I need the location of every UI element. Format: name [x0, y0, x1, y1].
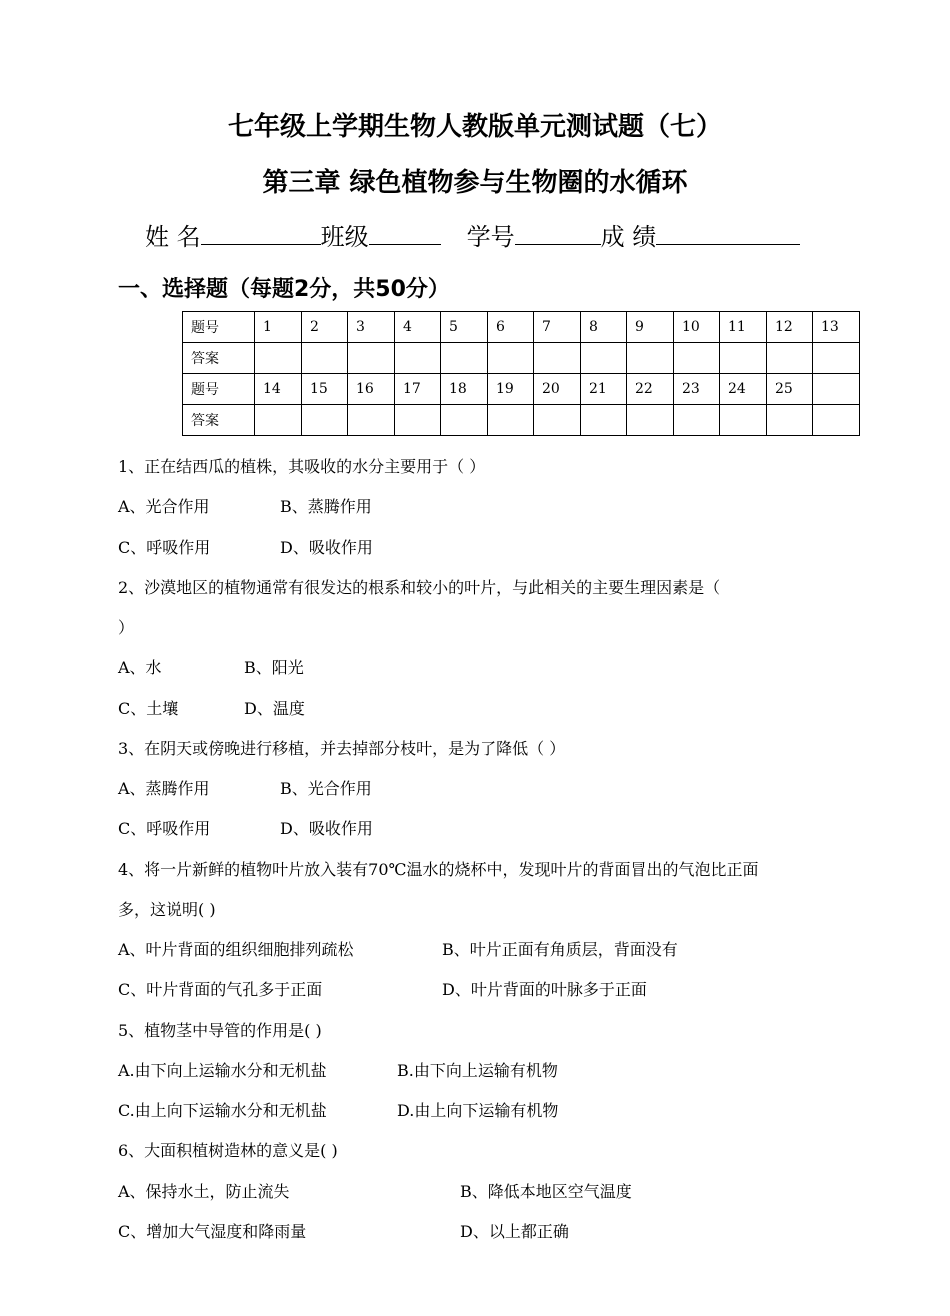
- row-label: 题号: [183, 312, 255, 343]
- question-1-option-a: A、光合作用: [118, 497, 210, 516]
- question-number-cell: 24: [720, 374, 767, 405]
- question-3-option-a: A、蒸腾作用: [118, 779, 210, 798]
- question-number-cell: 1: [255, 312, 302, 343]
- question-2-option-a: A、水: [118, 658, 162, 677]
- class-blank[interactable]: [369, 222, 441, 245]
- question-1-stem: 1、正在结西瓜的植株，其吸收的水分主要用于（ ）: [118, 457, 486, 476]
- answer-table-row-numbers-1: [183, 312, 860, 343]
- question-1-option-c: C、呼吸作用: [118, 538, 211, 557]
- question-number-cell: 21: [581, 374, 627, 405]
- question-4-option-b: B、叶片正面有角质层，背面没有: [442, 940, 678, 959]
- answer-cell[interactable]: [720, 343, 767, 374]
- answer-cell[interactable]: [674, 343, 720, 374]
- question-2-option-b: B、阳光: [244, 658, 304, 677]
- section-heading: 一、选择题（每题2分，共50分）: [118, 277, 450, 302]
- answer-table-row-answers-1: [183, 343, 860, 374]
- name-blank[interactable]: [201, 222, 321, 245]
- answer-cell[interactable]: [720, 405, 767, 436]
- question-number-cell: 16: [348, 374, 395, 405]
- question-number-cell: 5: [441, 312, 488, 343]
- answer-cell[interactable]: [581, 405, 627, 436]
- question-4-option-a: A、叶片背面的组织细胞排列疏松: [118, 940, 354, 959]
- answer-cell[interactable]: [395, 343, 441, 374]
- question-4-stem: 4、将一片新鲜的植物叶片放入装有70℃温水的烧杯中，发现叶片的背面冒出的气泡比正面: [118, 860, 759, 879]
- question-number-cell: 18: [441, 374, 488, 405]
- question-number-cell: 19: [488, 374, 534, 405]
- score-label: 成 绩: [600, 223, 657, 251]
- answer-table: [182, 311, 860, 436]
- question-6-option-d: D、以上都正确: [460, 1222, 569, 1241]
- question-6-option-a: A、保持水土，防止流失: [118, 1182, 290, 1201]
- answer-table-row-answers-2: [183, 405, 860, 436]
- question-3-stem: 3、在阴天或傍晚进行移植，并去掉部分枝叶，是为了降低（ ）: [118, 739, 566, 758]
- row-label: 题号: [183, 374, 255, 405]
- question-number-cell: 20: [534, 374, 581, 405]
- page-title: 七年级上学期生物人教版单元测试题（七）: [227, 112, 722, 142]
- question-number-cell: 2: [302, 312, 348, 343]
- question-number-cell: 4: [395, 312, 441, 343]
- answer-cell[interactable]: [348, 405, 395, 436]
- question-3-option-d: D、吸收作用: [280, 819, 373, 838]
- question-number-cell: 6: [488, 312, 534, 343]
- question-number-cell: [813, 374, 860, 405]
- answer-table-row-numbers-2: [183, 374, 860, 405]
- question-4-option-d: D、叶片背面的叶脉多于正面: [442, 980, 647, 999]
- question-number-cell: 23: [674, 374, 720, 405]
- question-2-option-d: D、温度: [244, 699, 305, 718]
- question-number-cell: 15: [302, 374, 348, 405]
- question-5-stem: 5、植物茎中导管的作用是( ): [118, 1021, 322, 1040]
- question-number-cell: 8: [581, 312, 627, 343]
- answer-cell[interactable]: [302, 343, 348, 374]
- question-6-stem: 6、大面积植树造林的意义是( ): [118, 1141, 338, 1160]
- row-label: 答案: [183, 405, 255, 436]
- question-5-option-b: B.由下向上运输有机物: [397, 1061, 558, 1080]
- answer-cell[interactable]: [767, 343, 813, 374]
- score-blank[interactable]: [656, 222, 800, 245]
- student-info-line: [145, 217, 800, 252]
- answer-cell[interactable]: [395, 405, 441, 436]
- question-2-option-c: C、土壤: [118, 699, 179, 718]
- answer-cell[interactable]: [627, 343, 674, 374]
- question-1-option-d: D、吸收作用: [280, 538, 373, 557]
- question-5-option-c: C.由上向下运输水分和无机盐: [118, 1101, 327, 1120]
- answer-cell[interactable]: [813, 343, 860, 374]
- question-number-cell: 11: [720, 312, 767, 343]
- question-3-option-b: B、光合作用: [280, 779, 372, 798]
- row-label: 答案: [183, 343, 255, 374]
- number-label: 学号: [466, 223, 515, 251]
- question-2-stem: 2、沙漠地区的植物通常有很发达的根系和较小的叶片，与此相关的主要生理因素是（: [118, 578, 721, 597]
- question-3-option-c: C、呼吸作用: [118, 819, 211, 838]
- question-5-option-a: A.由下向上运输水分和无机盐: [118, 1061, 327, 1080]
- answer-cell[interactable]: [441, 405, 488, 436]
- answer-cell[interactable]: [534, 343, 581, 374]
- question-number-cell: 25: [767, 374, 813, 405]
- answer-cell[interactable]: [534, 405, 581, 436]
- number-blank[interactable]: [515, 222, 601, 245]
- answer-cell[interactable]: [488, 343, 534, 374]
- answer-cell[interactable]: [441, 343, 488, 374]
- question-number-cell: 9: [627, 312, 674, 343]
- chapter-subtitle: 第三章 绿色植物参与生物圈的水循环: [262, 168, 688, 198]
- question-1-option-b: B、蒸腾作用: [280, 497, 372, 516]
- answer-cell[interactable]: [627, 405, 674, 436]
- question-number-cell: 12: [767, 312, 813, 343]
- answer-cell[interactable]: [813, 405, 860, 436]
- answer-cell[interactable]: [674, 405, 720, 436]
- question-4-stem-cont: 多，这说明( ): [118, 900, 216, 919]
- question-4-option-c: C、叶片背面的气孔多于正面: [118, 980, 323, 999]
- question-number-cell: 13: [813, 312, 860, 343]
- question-number-cell: 7: [534, 312, 581, 343]
- answer-cell[interactable]: [302, 405, 348, 436]
- question-number-cell: 22: [627, 374, 674, 405]
- question-6-option-c: C、增加大气湿度和降雨量: [118, 1222, 307, 1241]
- answer-cell[interactable]: [255, 405, 302, 436]
- answer-cell[interactable]: [488, 405, 534, 436]
- name-label: 姓 名: [145, 223, 201, 251]
- answer-cell[interactable]: [348, 343, 395, 374]
- answer-cell[interactable]: [767, 405, 813, 436]
- question-number-cell: 14: [255, 374, 302, 405]
- question-number-cell: 17: [395, 374, 441, 405]
- question-number-cell: 10: [674, 312, 720, 343]
- question-number-cell: 3: [348, 312, 395, 343]
- question-6-option-b: B、降低本地区空气温度: [460, 1182, 632, 1201]
- answer-cell[interactable]: [255, 343, 302, 374]
- question-5-option-d: D.由上向下运输有机物: [397, 1101, 559, 1120]
- answer-cell[interactable]: [581, 343, 627, 374]
- class-label: 班级: [320, 223, 369, 251]
- question-2-stem-cont: ）: [118, 618, 135, 637]
